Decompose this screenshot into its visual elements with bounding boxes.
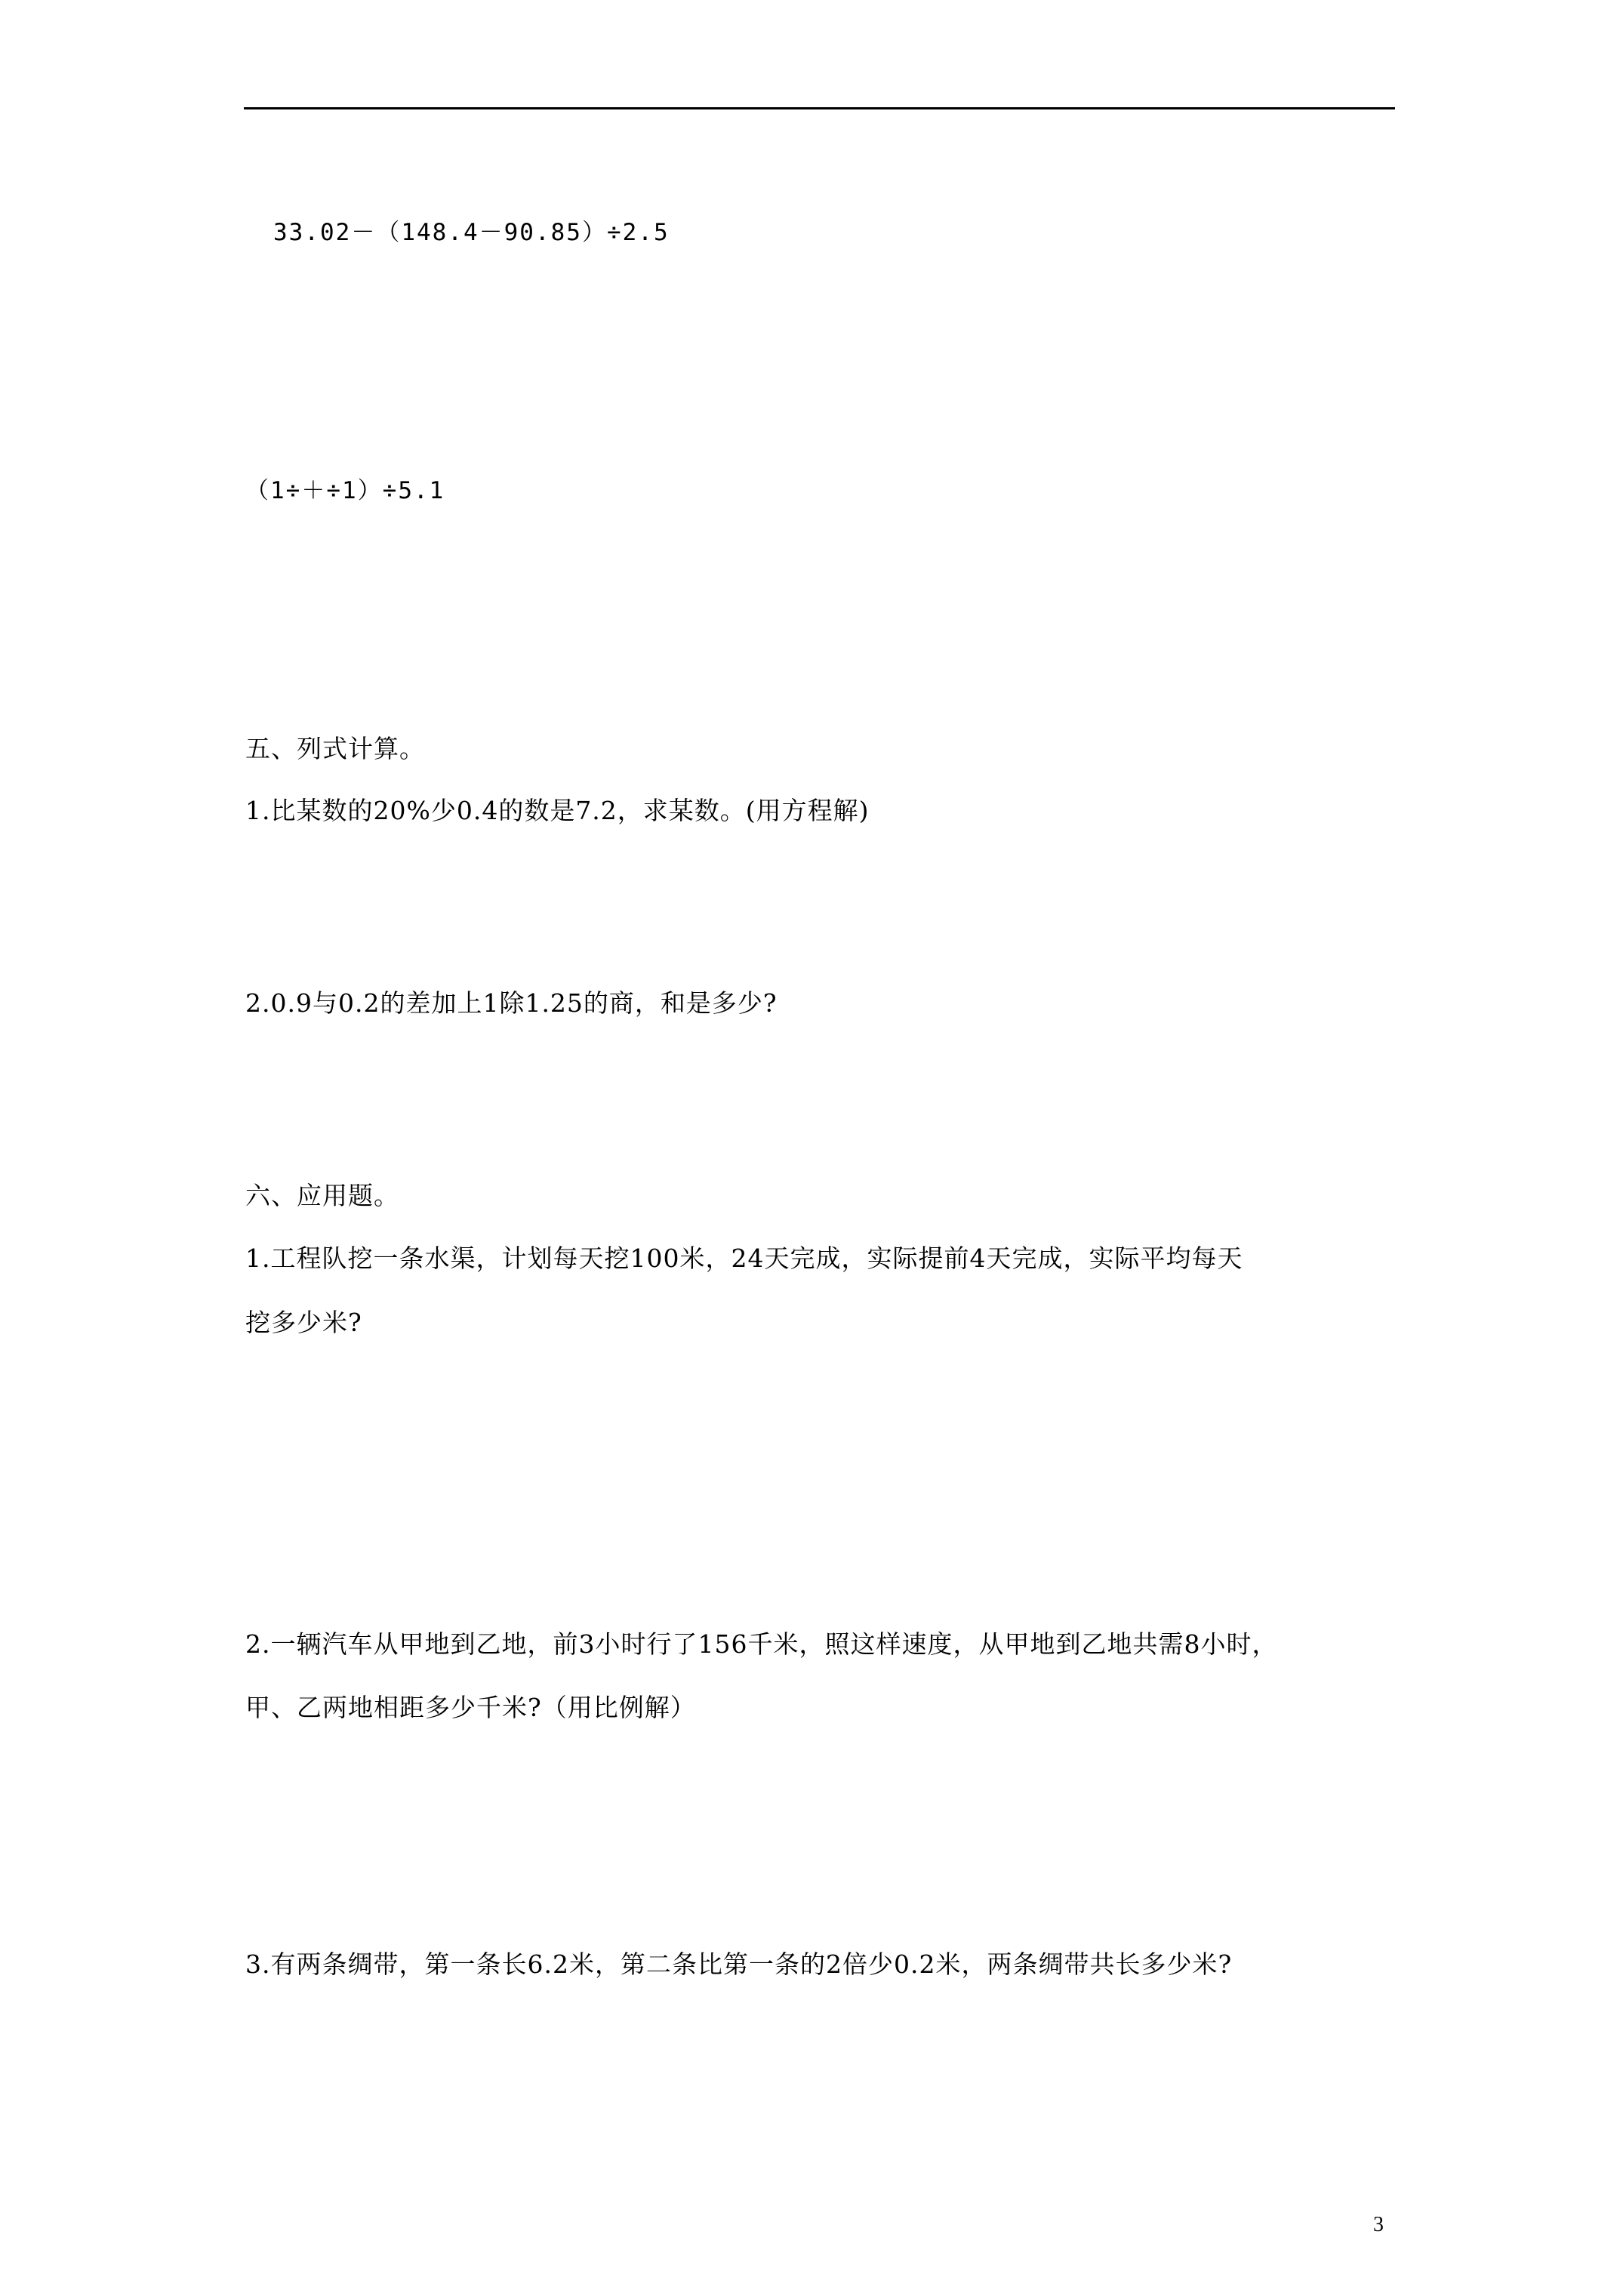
section-5-question-1: 1.比某数的20%少0.4的数是7.2，求某数。(用方程解) <box>245 796 870 825</box>
header-rule <box>244 107 1395 109</box>
section-6-question-2-line-1: 2.一辆汽车从甲地到乙地，前3小时行了156千米，照这样速度，从甲地到乙地共需8小时， <box>245 1629 1278 1659</box>
section-6-heading: 六、应用题。 <box>245 1181 399 1210</box>
section-6-question-1-line-2: 挖多少米? <box>245 1308 362 1337</box>
section-5-heading: 五、列式计算。 <box>245 734 425 763</box>
section-6-question-2-line-2: 甲、乙两地相距多少千米?（用比例解） <box>245 1693 696 1722</box>
section-6-question-1-line-1: 1.工程队挖一条水渠，计划每天挖100米，24天完成，实际提前4天完成，实际平均每天 <box>245 1244 1243 1273</box>
expression-2: （1÷＋÷1）÷5.1 <box>245 477 445 504</box>
expression-1: 33.02－（148.4－90.85）÷2.5 <box>273 219 670 246</box>
section-6-question-3: 3.有两条绸带，第一条长6.2米，第二条比第一条的2倍少0.2米，两条绸带共长多少米? <box>245 1949 1233 1979</box>
section-5-question-2: 2.0.9与0.2的差加上1除1.25的商，和是多少? <box>245 988 778 1018</box>
page-number: 3 <box>1373 2213 1384 2236</box>
